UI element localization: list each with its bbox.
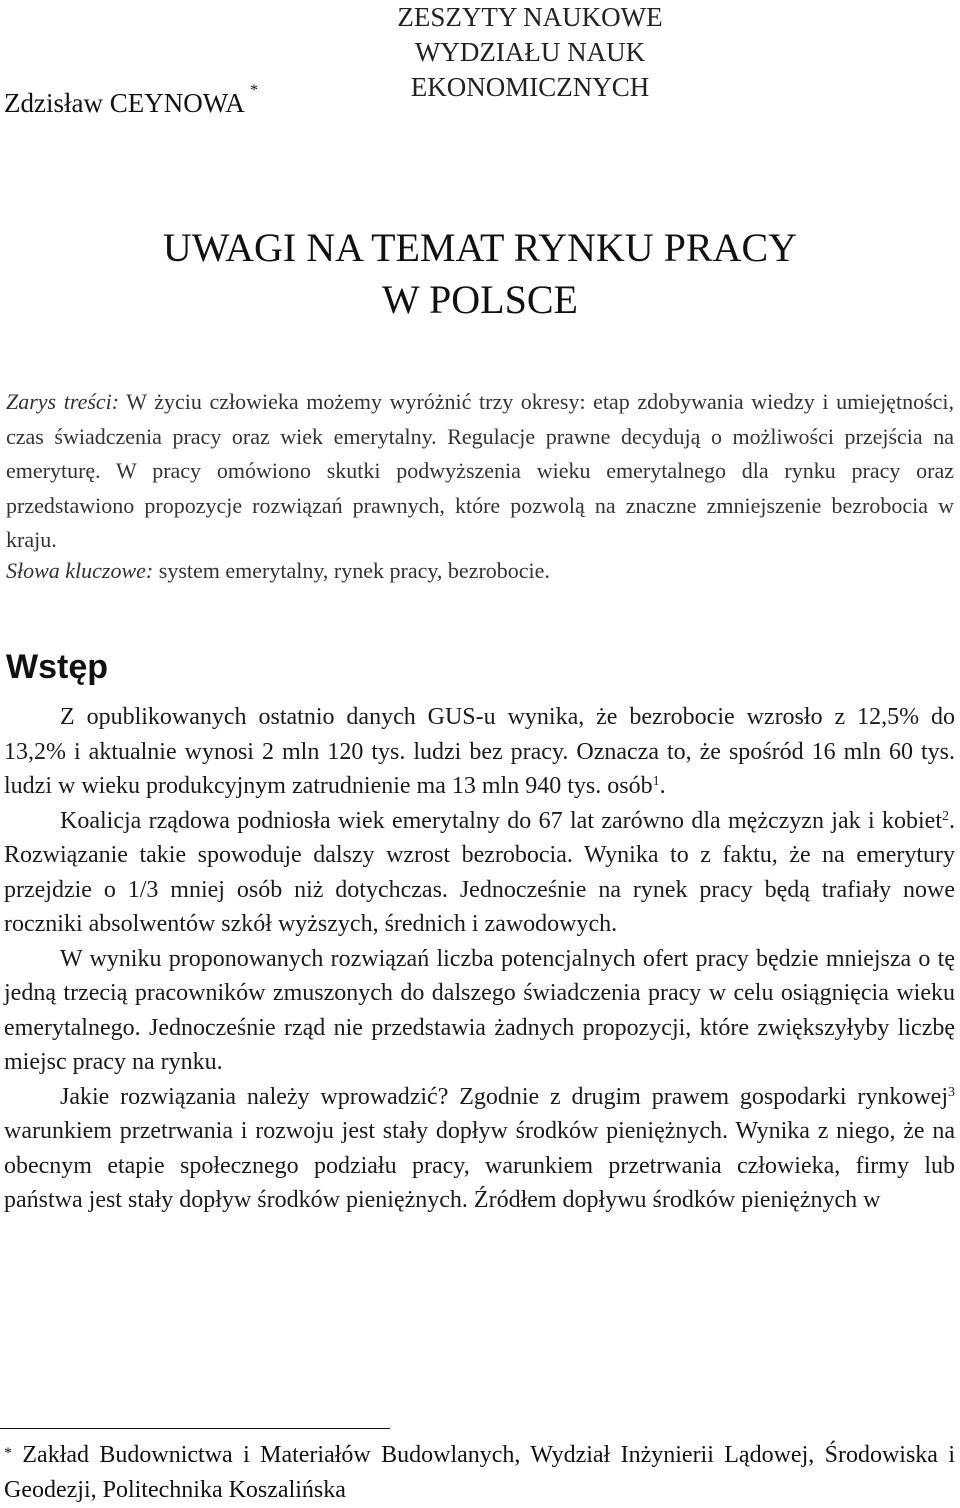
paragraph-1-end: . (659, 773, 666, 799)
paragraph-4-end: warunkiem przetrwania i rozwoju jest stały dopływ środków pieniężnych. Wynika z niego, że na obecnym etapie społecznego podziału pracy, warunkiem przetrwania człowieka, firmy lub państwa jest stały dopływ środków pieniężnych. Źródłem dopływu środków pieniężnych w (4, 1118, 955, 1213)
journal-title-line1: ZESZYTY NAUKOWE (397, 2, 663, 32)
paragraph-4-text: Jakie rozwiązania należy wprowadzić? Zgodnie z drugim prawem gospodarki rynkowej (60, 1083, 948, 1110)
footnote-text: Zakład Budownictwa i Materiałów Budowlanych, Wydział Inżynierii Lądowej, Środowiska i Geodezji, Politechnika Koszalińska (4, 1442, 955, 1503)
paragraph-3: W wyniku proponowanych rozwiązań liczba potencjalnych ofert pracy będzie mniejsza o tę jedną trzecią pracowników zmuszonych do dalszego świadczenia pracy w celu osiągnięcia wieku emerytalnego. Jednocześnie rząd nie przedstawia żadnych propozycji, które zwiększyłyby liczbę miejsc pracy na rynku. (4, 945, 955, 1075)
footnote-ref-1: 1 (652, 774, 660, 789)
paragraph-2-end: . Rozwiązanie takie spowoduje dalszy wzrost bezrobocia. Wynika to z faktu, że na emerytury przejdzie o 1/3 mniej osób niż dotychczas. Jednocześnie na rynek pracy będą trafiały nowe roczniki absolwentów szkół wyższych, średnich i zawodowych. (4, 807, 955, 937)
footnote (4, 1438, 955, 1508)
body-text (4, 700, 955, 1218)
author-name: Zdzisław CEYNOWA (4, 88, 244, 118)
abstract (6, 385, 954, 558)
journal-title-line2: WYDZIAŁU NAUK EKONOMICZNYCH (410, 37, 650, 102)
paragraph-4 (4, 1080, 955, 1218)
abstract-label: Zarys treści: (6, 389, 120, 414)
paragraph-1 (4, 700, 955, 804)
keywords (6, 558, 550, 584)
article-title-line2: W POLSCE (382, 277, 578, 322)
section-heading: Wstęp (6, 648, 108, 686)
abstract-text: W życiu człowieka możemy wyróżnić trzy okresy: etap zdobywania wiedzy i umiejętności, czas świadczenia pracy oraz wiek emerytalny. Regulacje prawne decydują o możliwości przejścia na emeryturę. W pracy omówiono skutki podwyższenia wieku emerytalnego dla rynku pracy oraz przedstawiono propozycje rozwiązań prawnych, które pozwolą na znaczne zmniejszenie bezrobocia w kraju. (6, 389, 955, 552)
keywords-text: system emerytalny, rynek pracy, bezrobocie. (153, 558, 550, 583)
footnote-ref-3: 3 (948, 1084, 955, 1100)
keywords-label: Słowa kluczowe: (6, 558, 154, 583)
paragraph-2 (4, 804, 955, 942)
footnote-mark: * (4, 1445, 12, 1462)
footnote-ref-2: 2 (942, 808, 949, 824)
footnote-divider (0, 1428, 390, 1429)
article-title-line1: UWAGI NA TEMAT RYNKU PRACY (162, 225, 798, 270)
paragraph-1-text: Z opublikowanych ostatnio danych GUS-u wynika, że bezrobocie wzrosło z 12,5% do 13,2% i aktualnie wynosi 2 mln 120 tys. ludzi bez pracy. Oznacza to, że spośród 16 mln 60 tys. ludzi w wieku produkcyjnym zatrudnienie ma 13 mln 940 tys. osób (4, 704, 955, 799)
article-title (0, 222, 960, 326)
author-footnote-mark: * (249, 82, 258, 99)
paragraph-2-text: Koalicja rządowa podniosła wiek emerytalny do 67 lat zarówno dla mężczyzn jak i kobiet (60, 807, 942, 834)
author (4, 82, 258, 119)
